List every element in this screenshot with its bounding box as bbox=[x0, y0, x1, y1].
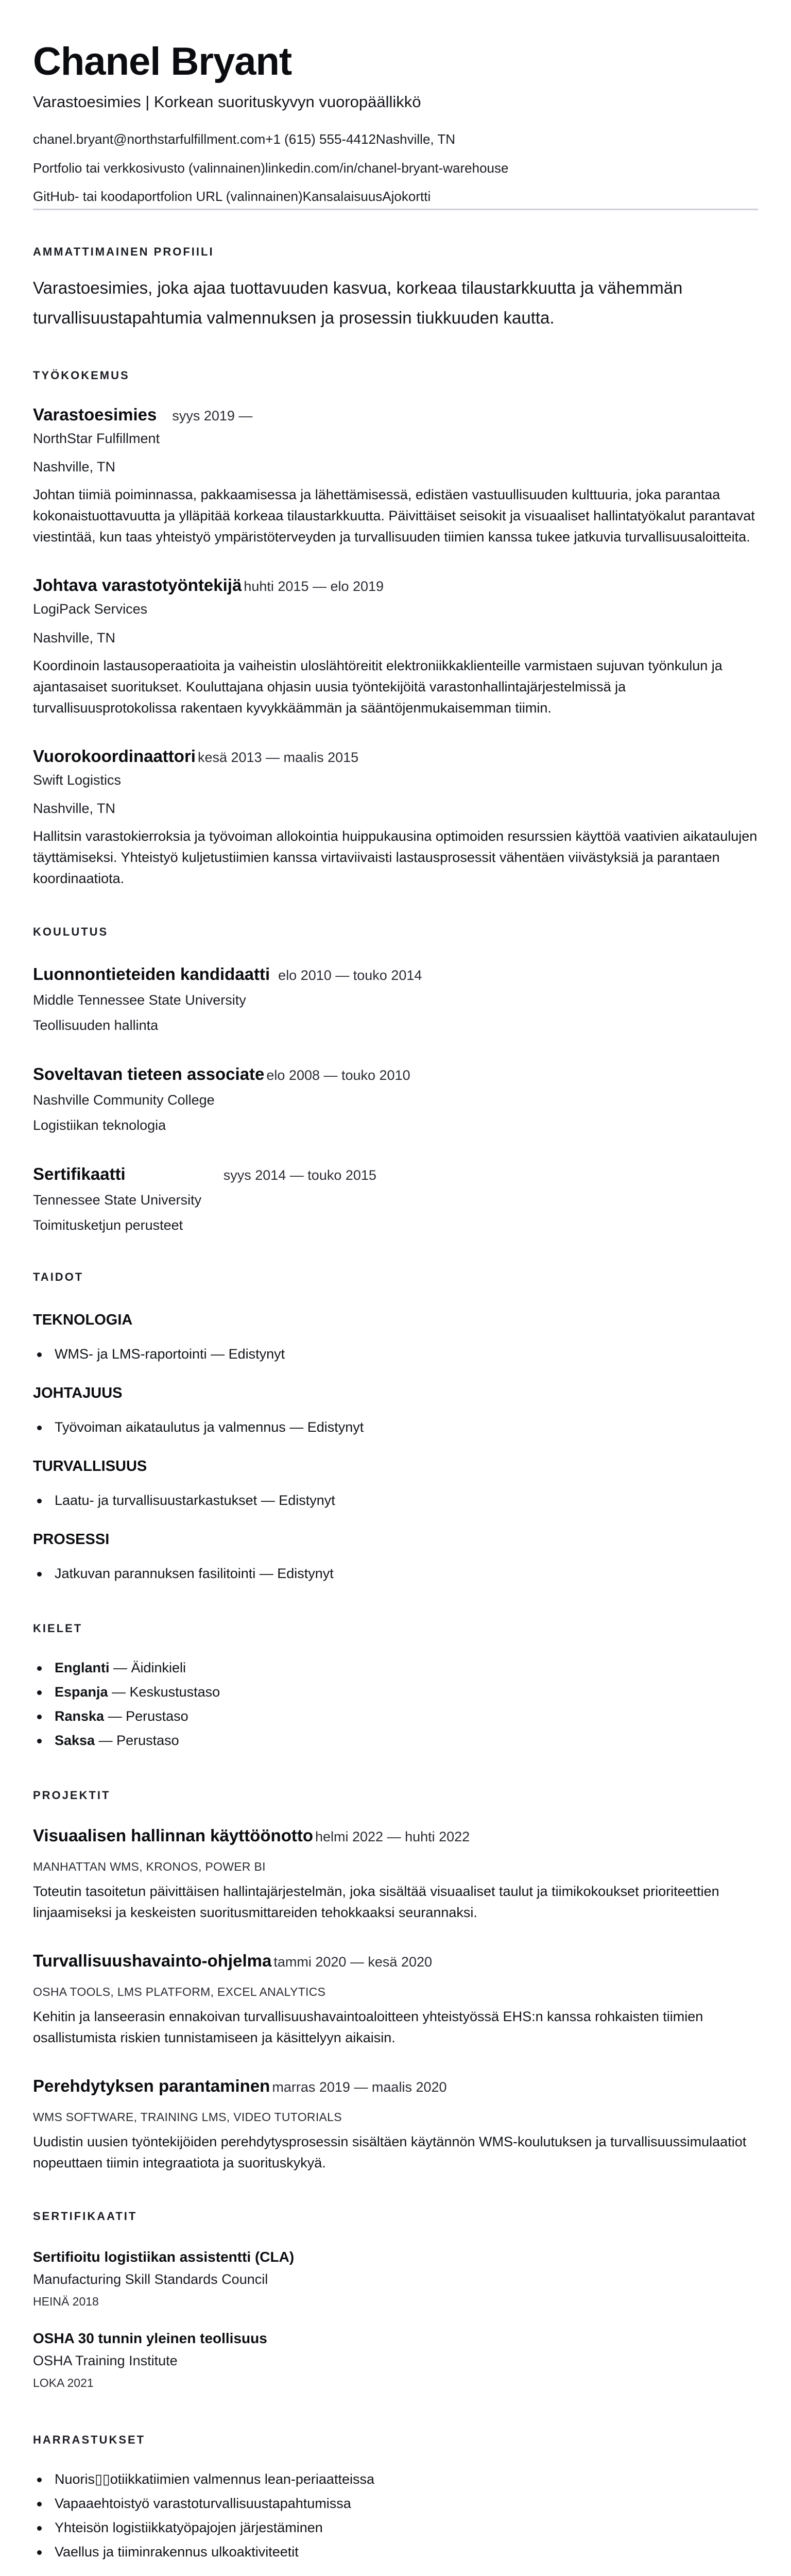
skill-group bbox=[33, 1312, 758, 1366]
job-title: Vuorokoordinaattori bbox=[33, 746, 196, 766]
skill-category: PROSESSI bbox=[33, 1531, 110, 1548]
job-description: Hallitsin varastokierroksia ja työvoiman allokointia huippukausina optimoiden resurssien käyttöä vaativien aikataulujen täyttämiseksi. Yhteistyö kuljetustiimien kanssa virtaviivaisti lastausprosessit vähentäen viivästyksiä ja parantaen koordinaatiota. bbox=[33, 828, 758, 886]
language-item bbox=[55, 1704, 758, 1728]
project-description: Uudistin uusien työntekijöiden perehdytysprosessin sisältäen käytännön WMS-koulutuksen ja turvallisuussimulaatiot nopeuttaen tiimin integraatiota ja suorituskykyä. bbox=[33, 2134, 747, 2171]
interests-section bbox=[33, 2433, 758, 2564]
skill-category: TEKNOLOGIA bbox=[33, 1312, 133, 1329]
skills-section bbox=[33, 1270, 758, 1586]
interest-item: Nuoris▯▯otiikkatiimien valmennus lean-periaatteissa bbox=[55, 2467, 758, 2492]
language-item bbox=[55, 1728, 758, 1753]
job-title: Varastoesimies bbox=[33, 405, 157, 425]
skill-group bbox=[33, 1458, 758, 1513]
candidate-name: Chanel Bryant bbox=[33, 40, 292, 83]
contact-line-portfolio-linkedin: Portfolio tai verkkosivusto (valinnainen)linkedin.com/in/chanel-bryant-warehouse bbox=[33, 160, 509, 176]
project-dates: tammi 2020 — kesä 2020 bbox=[273, 1954, 432, 1970]
language-list bbox=[33, 1656, 758, 1753]
skill-group bbox=[33, 1385, 758, 1439]
skill-item: Jatkuvan parannuksen fasilitointi — Edistynyt bbox=[55, 1562, 758, 1586]
job-company: NorthStar Fulfillment bbox=[33, 431, 160, 447]
certification-item bbox=[33, 2330, 758, 2390]
interest-item: Yhteisön logistiikkatyöpajojen järjestäminen bbox=[55, 2516, 758, 2540]
interest-list bbox=[33, 2467, 758, 2564]
certification-name: Sertifioitu logistiikan assistentti (CLA) bbox=[33, 2249, 295, 2265]
interest-item: Vaellus ja tiiminrakennus ulkoaktiviteetit bbox=[55, 2540, 758, 2564]
education-item bbox=[33, 1064, 758, 1134]
header-divider bbox=[33, 209, 758, 210]
certification-issuer: Manufacturing Skill Standards Council bbox=[33, 2272, 268, 2287]
contact-line-github-citizenship-license: GitHub- tai koodaportfolion URL (valinnainen)KansalaisuusAjokortti bbox=[33, 189, 431, 205]
project-description: Kehitin ja lanseerasin ennakoivan turvallisuushavaintoaloitteen yhteistyössä EHS:n kanssa rohkaisten tiimien osallistumista riskien tunnistamiseen ja käsittelyyn aikaisin. bbox=[33, 2009, 703, 2046]
experience-item bbox=[33, 747, 758, 889]
project-description: Toteutin tasoitetun päivittäisen hallintajärjestelmän, joka sisältää visuaaliset taulut ja tiimikokoukset prioriteettien linjaamiseksi ja keskeisten suoritusmittareiden tehokkaaksi seurannaksi. bbox=[33, 1884, 719, 1921]
education-item bbox=[33, 1164, 758, 1234]
experience-item bbox=[33, 405, 758, 548]
project-item bbox=[33, 1826, 758, 1923]
project-tech-stack: MANHATTAN WMS, KRONOS, POWER BI bbox=[33, 1860, 266, 1874]
project-dates: helmi 2022 — huhti 2022 bbox=[315, 1829, 470, 1845]
education-section bbox=[33, 925, 758, 1235]
job-dates: huhti 2015 — elo 2019 bbox=[244, 579, 384, 595]
project-name: Turvallisuushavainto-ohjelma bbox=[33, 1951, 272, 1971]
contact-line-email-phone-location: chanel.bryant@northstarfulfillment.com+1 (615) 555-4412Nashville, TN bbox=[33, 131, 456, 147]
degree-title: Sertifikaatti bbox=[33, 1164, 126, 1184]
skill-list bbox=[33, 1562, 758, 1586]
section-title-profile: AMMATTIMAINEN PROFIILI bbox=[33, 245, 214, 259]
certification-name: OSHA 30 tunnin yleinen teollisuus bbox=[33, 2330, 267, 2347]
certification-date: LOKA 2021 bbox=[33, 2376, 94, 2390]
language-level: — Äidinkieli bbox=[109, 1660, 186, 1676]
skill-category: JOHTAJUUS bbox=[33, 1385, 123, 1402]
candidate-tagline: Varastoesimies | Korkean suorituskyvyn vuoropäällikkö bbox=[33, 92, 421, 111]
section-title-interests: HARRASTUKSET bbox=[33, 2433, 146, 2447]
experience-section bbox=[33, 369, 758, 889]
skill-category: TURVALLISUUS bbox=[33, 1458, 147, 1475]
interest-item: Vapaaehtoistyö varastoturvallisuustapahtumissa bbox=[55, 2492, 758, 2516]
job-description: Koordinoin lastausoperaatioita ja vaiheistin uloslähtöreitit elektroniikkaklienteille varmistaen sujuvan työnkulun ja ajantasaiset suoritukset. Kouluttajana ohjasin uusia työntekijöitä varastonhallintajärjestelmissä ja turvallisuusprotokolissa rakentaen kyvykkäämmän ja sääntöjenmukaisemman tiimin. bbox=[33, 657, 723, 716]
job-location: Nashville, TN bbox=[33, 459, 116, 475]
project-dates: marras 2019 — maalis 2020 bbox=[272, 2079, 447, 2095]
section-title-projects: PROJEKTIT bbox=[33, 1789, 111, 1802]
language-level: — Keskustustaso bbox=[108, 1684, 220, 1700]
job-title: Johtava varastotyöntekijä bbox=[33, 575, 242, 595]
language-name: Englanti bbox=[55, 1660, 110, 1676]
language-level: — Perustaso bbox=[95, 1733, 179, 1749]
education-item bbox=[33, 964, 758, 1035]
project-tech-stack: OSHA TOOLS, LMS PLATFORM, EXCEL ANALYTICS bbox=[33, 1985, 326, 1999]
school-name: Nashville Community College bbox=[33, 1092, 215, 1108]
experience-item bbox=[33, 575, 758, 718]
language-item bbox=[55, 1656, 758, 1680]
job-company: Swift Logistics bbox=[33, 772, 122, 788]
field-of-study: Logistiikan teknologia bbox=[33, 1117, 166, 1133]
projects-section bbox=[33, 1789, 758, 2174]
project-name: Perehdytyksen parantaminen bbox=[33, 2076, 270, 2096]
profile-summary: Varastoesimies, joka ajaa tuottavuuden kasvua, korkeaa tilaustarkkuutta ja vähemmän turvallisuustapahtumia valmennuksen ja prosessin tiukkuuden kautta. bbox=[33, 278, 683, 328]
school-name: Middle Tennessee State University bbox=[33, 992, 246, 1008]
languages-section bbox=[33, 1622, 758, 1753]
certification-issuer: OSHA Training Institute bbox=[33, 2353, 178, 2369]
section-title-experience: TYÖKOKEMUS bbox=[33, 369, 130, 382]
certifications-section bbox=[33, 2210, 758, 2390]
project-item bbox=[33, 1951, 758, 2048]
skill-list bbox=[33, 1488, 758, 1513]
language-name: Saksa bbox=[55, 1733, 95, 1749]
education-dates: syys 2014 — touko 2015 bbox=[223, 1167, 376, 1183]
certification-item bbox=[33, 2249, 758, 2309]
skill-group bbox=[33, 1531, 758, 1586]
degree-title: Luonnontieteiden kandidaatti bbox=[33, 964, 270, 984]
project-name: Visuaalisen hallinnan käyttöönotto bbox=[33, 1826, 313, 1845]
skill-list bbox=[33, 1342, 758, 1366]
job-location: Nashville, TN bbox=[33, 630, 116, 646]
language-level: — Perustaso bbox=[104, 1708, 188, 1724]
job-location: Nashville, TN bbox=[33, 800, 116, 816]
degree-title: Soveltavan tieteen associate bbox=[33, 1064, 265, 1084]
language-name: Espanja bbox=[55, 1684, 108, 1700]
language-name: Ranska bbox=[55, 1708, 105, 1724]
profile-section bbox=[33, 245, 758, 333]
certification-date: HEINÄ 2018 bbox=[33, 2295, 99, 2309]
education-dates: elo 2008 — touko 2010 bbox=[266, 1067, 410, 1083]
job-dates: syys 2019 — bbox=[172, 408, 253, 424]
field-of-study: Toimitusketjun perusteet bbox=[33, 1217, 183, 1233]
section-title-certifications: SERTIFIKAATIT bbox=[33, 2210, 137, 2223]
skill-item: Laatu- ja turvallisuustarkastukset — Edistynyt bbox=[55, 1488, 758, 1513]
school-name: Tennessee State University bbox=[33, 1192, 202, 1208]
job-company: LogiPack Services bbox=[33, 601, 148, 617]
project-tech-stack: WMS SOFTWARE, TRAINING LMS, VIDEO TUTORIALS bbox=[33, 2110, 342, 2124]
section-title-languages: KIELET bbox=[33, 1622, 83, 1635]
education-dates: elo 2010 — touko 2014 bbox=[278, 967, 422, 983]
section-title-skills: TAIDOT bbox=[33, 1270, 84, 1284]
job-description: Johtan tiimiä poiminnassa, pakkaamisessa ja lähettämisessä, edistäen vastuullisuuden kulttuuria, joka parantaa kokonaistuottavuutta ja ylläpitää korkeaa tilaustarkkuutta. Päivittäiset seisokit ja visuaaliset hallintatyökalut parantavat viestintää, kun taas yhteistyö ympäristöterveyden ja turvallisuuden tiimien kanssa tukee jatkuvia turvallisuusaloitteita. bbox=[33, 487, 755, 545]
skill-list bbox=[33, 1415, 758, 1439]
skill-item: Työvoiman aikataulutus ja valmennus — Edistynyt bbox=[55, 1415, 758, 1439]
job-dates: kesä 2013 — maalis 2015 bbox=[197, 749, 359, 765]
project-item bbox=[33, 2076, 758, 2174]
field-of-study: Teollisuuden hallinta bbox=[33, 1017, 159, 1033]
language-item bbox=[55, 1680, 758, 1704]
resume-header bbox=[33, 40, 758, 210]
section-title-education: KOULUTUS bbox=[33, 925, 109, 938]
skill-item: WMS- ja LMS-raportointi — Edistynyt bbox=[55, 1342, 758, 1366]
